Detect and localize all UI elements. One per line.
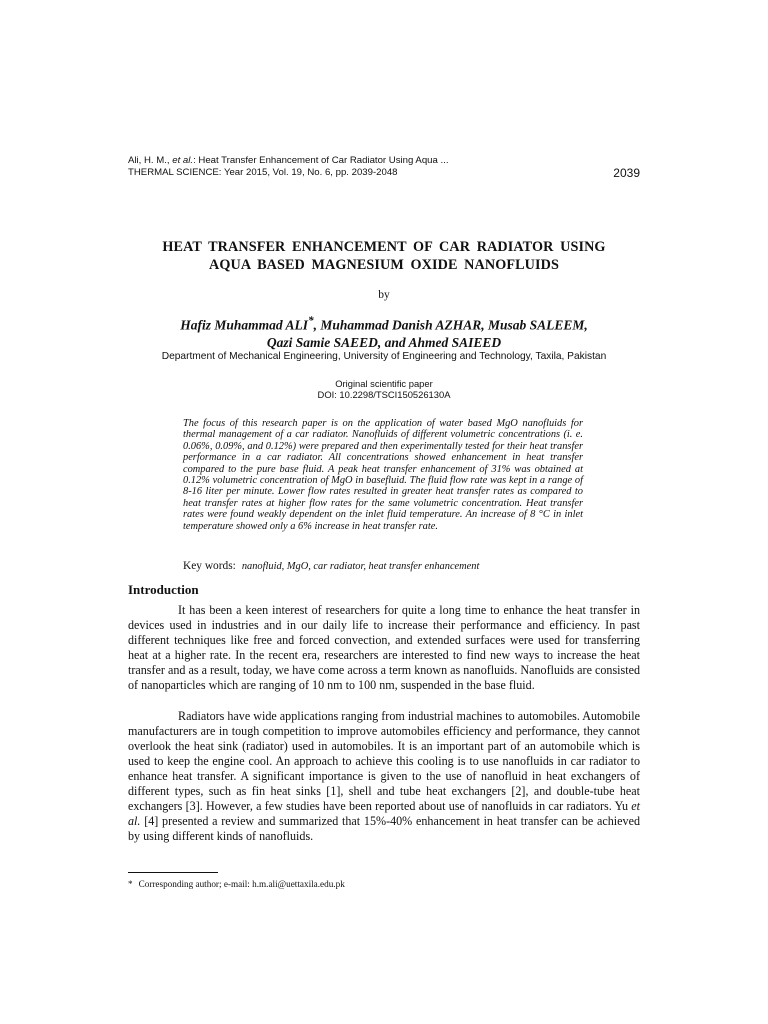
section-heading-introduction: Introduction: [128, 582, 199, 597]
affiliation: Department of Mechanical Engineering, University of Engineering and Technology, Taxila, Pakistan: [161, 351, 607, 362]
footnote-mark: *: [128, 879, 133, 889]
footnote-text: Corresponding author; e-mail: h.m.ali@uettaxila.edu.pk: [138, 879, 345, 889]
keywords-label: Key words:: [183, 560, 236, 572]
running-header: [128, 155, 640, 179]
corresponding-author: Hafiz Muhammad ALI: [180, 317, 309, 333]
paper-info: [128, 378, 640, 400]
corresponding-mark: *: [308, 315, 314, 327]
doi: DOI: 10.2298/TSCI150526130A: [317, 389, 451, 400]
journal-line: THERMAL SCIENCE: Year 2015, Vol. 19, No. 6, pp. 2039-2048: [128, 167, 398, 178]
abstract: The focus of this research paper is on the application of water based MgO nanofluids for thermal management of a car radiator. Nanofluids of different volumetric concentrations (i. e. 0.06%, 0.09%, and 0.12%) were prepared and then experimentally tested for their heat transfer performance in a car radiator. All concentrations showed enhancement in heat transfer compared to the pure base fluid. A peak heat transfer enhancement of 31% was obtained at 0.12% volumetric concentration of MgO in basefluid. The fluid flow rate was kept in a range of 8-16 liter per minute. Lower flow rates resulted in greater heat transfer rates as compared to heat transfer rates at higher flow rates for the same volumetric concentration. Heat transfer rates were found weakly dependent on the inlet fluid temperature. An increase of 8 °C in inlet temperature showed only a 6% increase in heat transfer rate.: [183, 418, 583, 532]
footnote-rule: [128, 872, 218, 873]
page-number: 2039: [613, 166, 640, 180]
citation-line: Ali, H. M., et al.: Heat Transfer Enhancement of Car Radiator Using Aqua ...: [128, 155, 449, 166]
paper-title: HEAT TRANSFER ENHANCEMENT OF CAR RADIATOR USING AQUA BASED MAGNESIUM OXIDE NANOFLUIDS: [162, 239, 606, 273]
author-list: Hafiz Muhammad ALI*, Muhammad Danish AZHAR, Musab SALEEM, Qazi Samie SAEED, and Ahmed SAIEED: [180, 315, 588, 350]
paragraph-1: It has been a keen interest of researchers for quite a long time to enhance the heat transfer in devices used in industries and in our daily life to increase their performance and efficiency. In past different techniques like free and forced convection, and extended surfaces were used for transferring heat at a higher rate. In the recent era, researchers are interested to find new ways to increase the heat transfer and as a result, today, we have come across a term known as nanofluids. Nanofluids are consisted of nanoparticles which are ranging of 10 nm to 100 nm, suspended in the base fluid.: [128, 603, 640, 692]
paragraph-2: Radiators have wide applications ranging from industrial machines to automobiles. Automobile manufacturers are in tough competition to improve automobiles efficiency and performance, they cannot overlook the heat sink (radiator) used in automobiles. It is an important part of an automobile which is used to keep the engine cool. An approach to achieve this cooling is to use nanofluids in car radiator to enhance heat transfer. A significant importance is given to the use of nanofluid in heat exchangers of different types, such as fin heat sinks [1], shell and tube heat exchangers [2], and double-tube heat exchangers [3]. However, a few studies have been reported about use of nanofluids in car radiators. Yu et al. [4] presented a review and summarized that 15%-40% enhancement in heat transfer can be achieved by using different kinds of nanofluids.: [128, 709, 640, 843]
paper-type: Original scientific paper: [335, 378, 433, 389]
footnote: [128, 879, 345, 889]
keywords: [183, 560, 603, 572]
keywords-values: nanofluid, MgO, car radiator, heat transfer enhancement: [241, 561, 480, 572]
by-line: by: [378, 289, 390, 301]
